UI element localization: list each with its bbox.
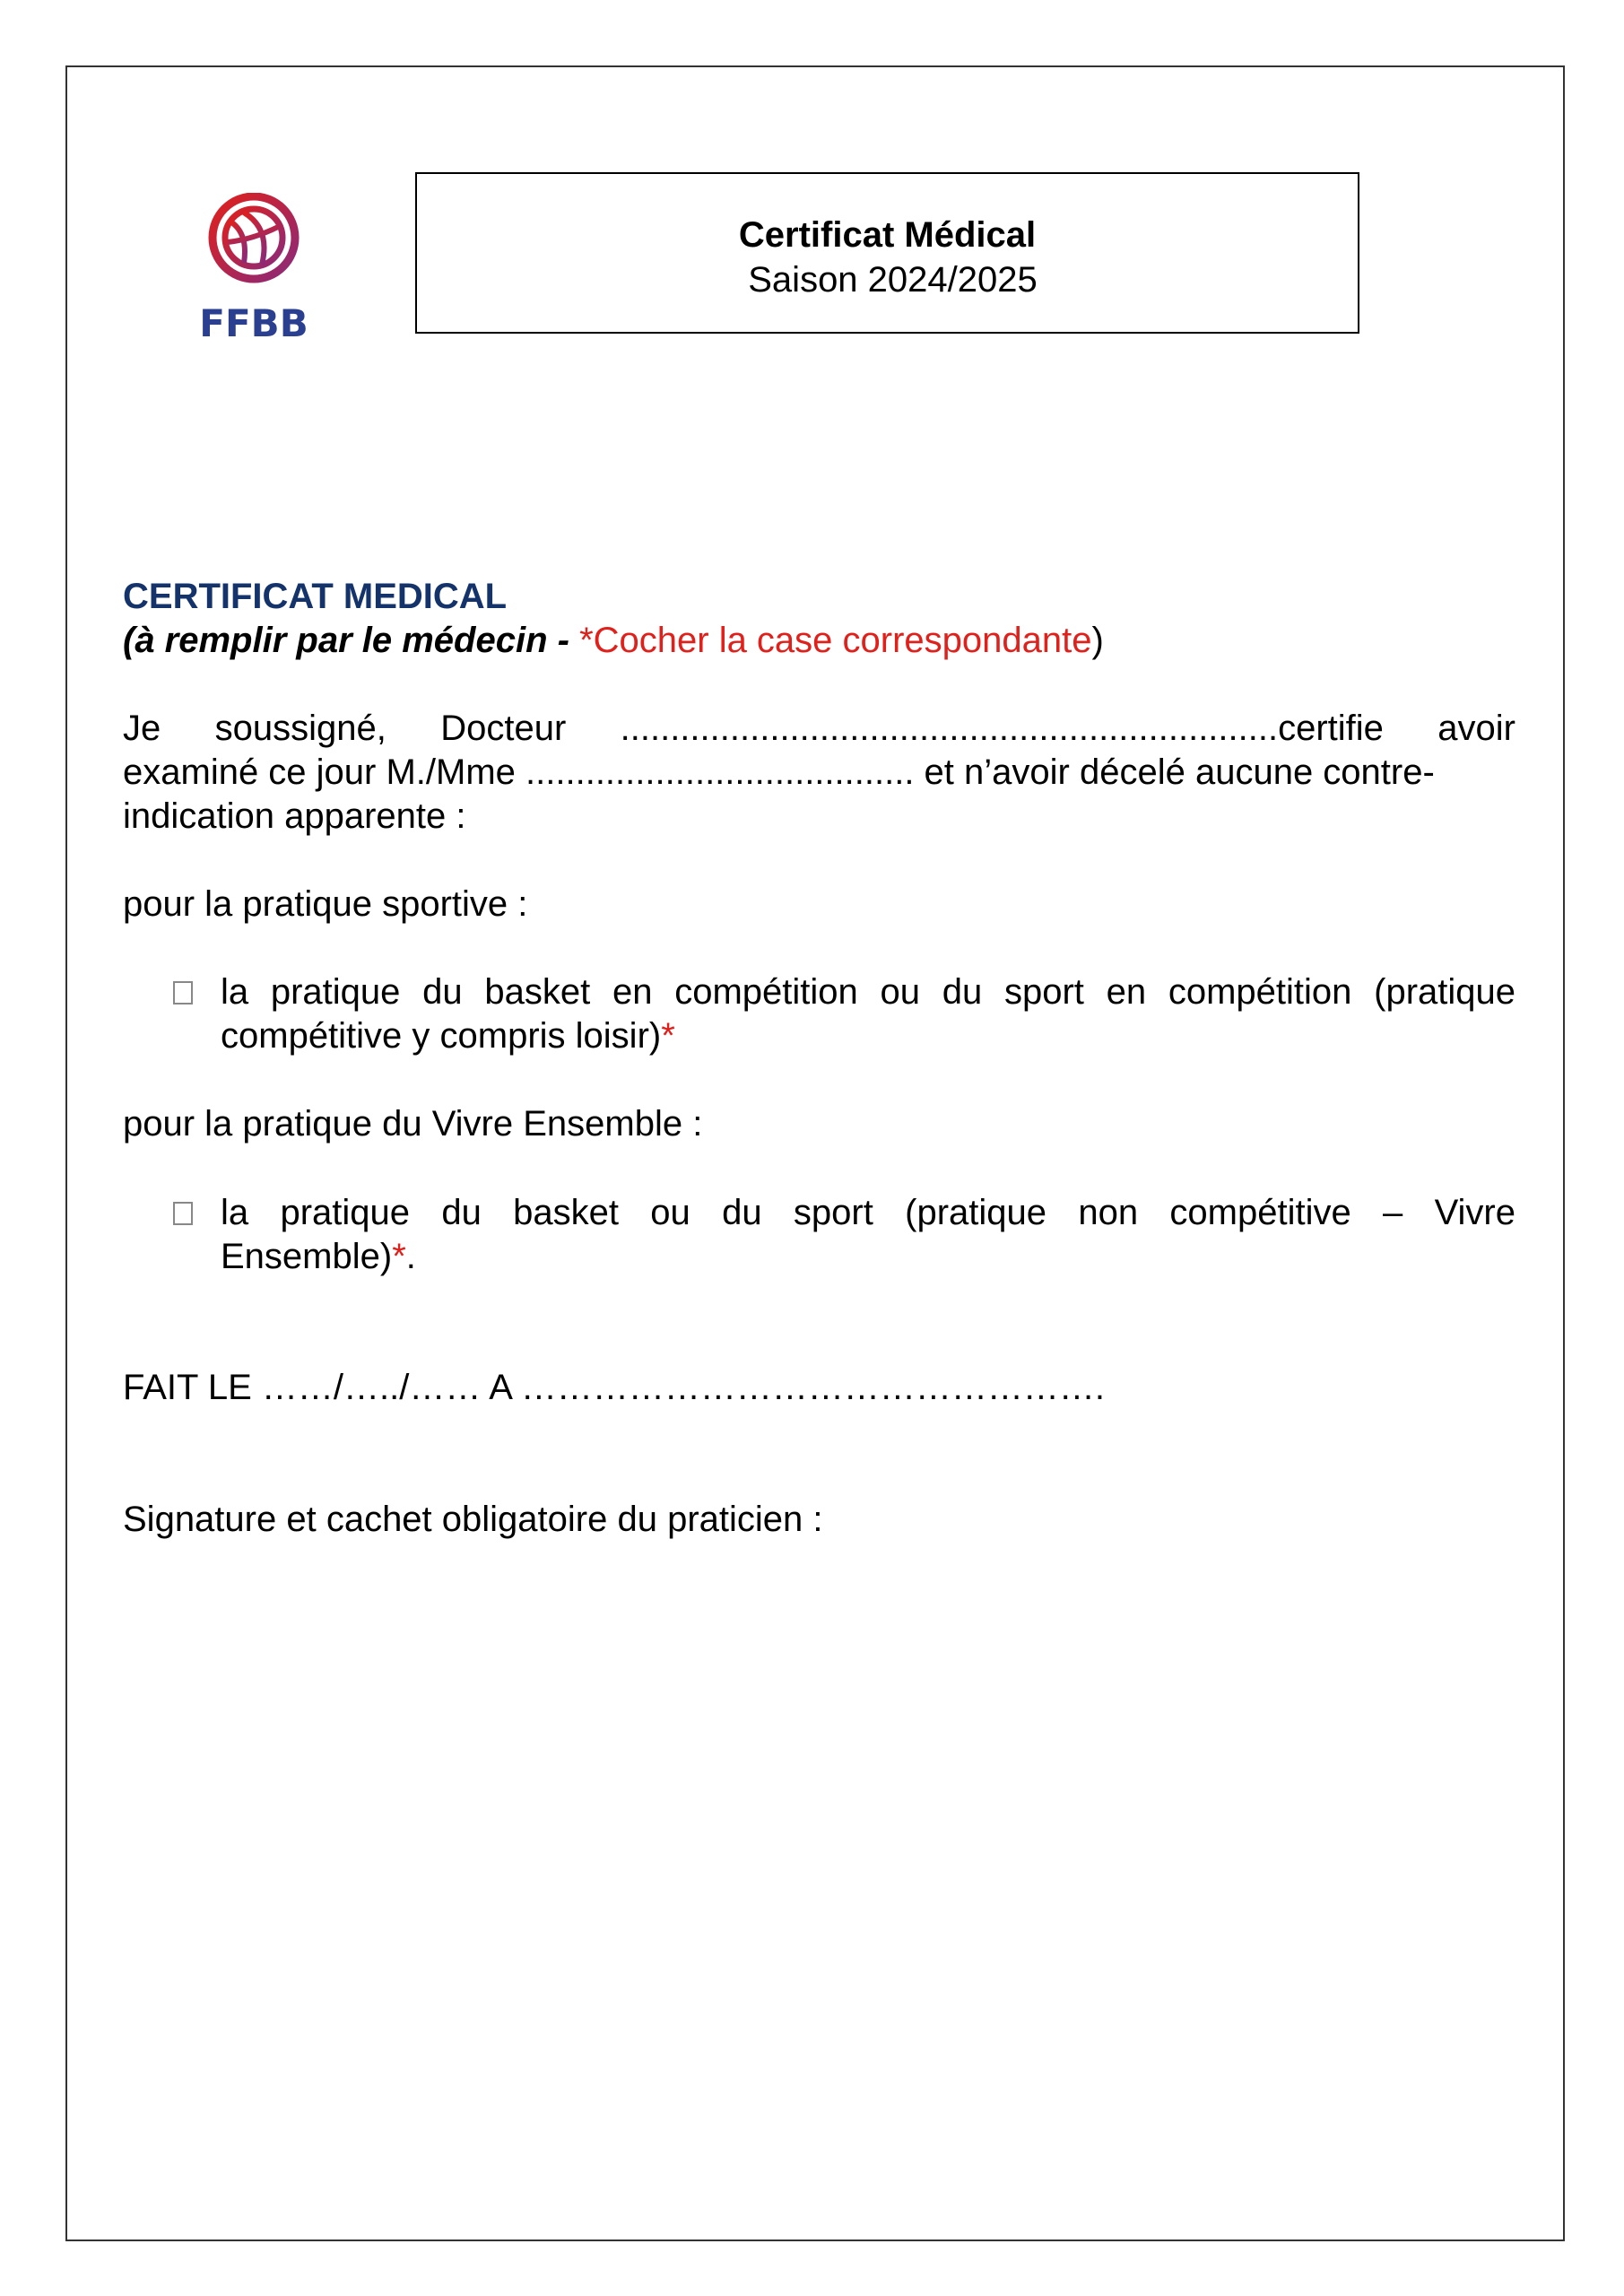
declaration-line-2: examiné ce jour M./Mme ....................................... et n’avoir décelé aucune contre- [123, 752, 1435, 792]
competition-checkbox[interactable] [173, 981, 193, 1004]
header-box [415, 172, 1359, 334]
document-title: Certificat Médical [738, 215, 1037, 255]
vivre-ensemble-checkbox[interactable] [173, 1202, 193, 1225]
declaration-paragraph [123, 707, 1515, 839]
declaration-line-3: indication apparente : [123, 796, 466, 836]
date-place-field[interactable]: FAIT LE ……/…../…… A …………………………………………. [123, 1368, 1105, 1407]
signature-area[interactable] [123, 1561, 1515, 2188]
signature-label: Signature et cachet obligatoire du praticien : [123, 1500, 823, 1539]
sport-section-label: pour la pratique sportive : [123, 884, 528, 924]
declaration-line-1 [123, 707, 1515, 751]
vivre-section-label: pour la pratique du Vivre Ensemble : [123, 1104, 703, 1144]
doctor-name-field[interactable]: ..................................................................certifie [620, 709, 1384, 748]
vivre-option-line-1: la pratique du basket ou du sport (pratique non compétitive – Vivre [221, 1193, 1515, 1232]
ffbb-logo [199, 193, 308, 345]
declaration-word: soussigné, [214, 709, 386, 748]
competition-option-line-1: la pratique du basket en compétition ou du sport en compétition (pratique [221, 972, 1515, 1012]
vivre-option-text-end: Ensemble) [221, 1237, 393, 1276]
competition-option-line-2 [221, 1014, 1515, 1058]
vivre-option-period: . [405, 1237, 416, 1276]
vivre-ensemble-option-text [221, 1191, 1515, 1279]
instruction-close: ) [1091, 621, 1104, 660]
required-asterisk: * [661, 1016, 675, 1056]
instruction-red-note: *Cocher la case correspondante [579, 621, 1092, 660]
declaration-word: avoir [1437, 709, 1515, 748]
instruction-text: (à remplir par le médecin - [123, 621, 580, 660]
basketball-icon [199, 193, 308, 345]
document-season: Saison 2024/2025 [748, 260, 1038, 300]
competition-option-text-end: compétitive y compris loisir) [221, 1016, 662, 1056]
vivre-option-line-2 [221, 1235, 1515, 1279]
logo-text: FFBB [199, 301, 308, 345]
instruction-line [123, 619, 1104, 662]
declaration-word: Docteur [440, 709, 567, 748]
competition-option-text [221, 970, 1515, 1058]
required-asterisk: * [392, 1237, 406, 1276]
section-heading: CERTIFICAT MEDICAL [123, 577, 508, 616]
declaration-word: Je [123, 709, 161, 748]
